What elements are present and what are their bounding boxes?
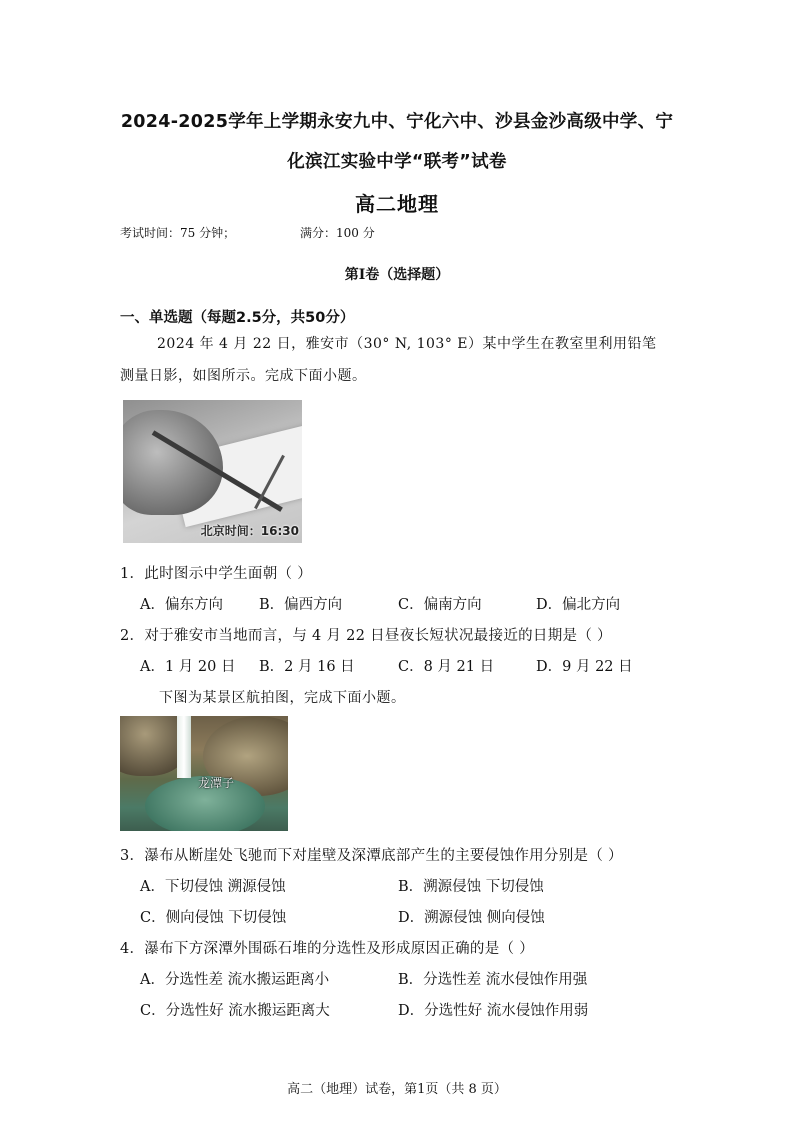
waterfall: [177, 716, 191, 778]
full-score: 满分：100 分: [300, 226, 375, 240]
question-3-option-c: C．侧向侵蚀 下切侵蚀: [140, 910, 287, 926]
question-2-option-c: C．8 月 21 日: [398, 659, 495, 675]
pencil-shadow-photo: [123, 400, 302, 543]
intro1-line1: 2024 年 4 月 22 日，雅安市（30° N, 103° E）某中学生在教室里利用铅笔: [157, 336, 657, 352]
section-heading: 一、单选题（每题2.5分，共50分）: [120, 310, 355, 326]
question-3-option-a: A．下切侵蚀 溯源侵蚀: [140, 879, 286, 895]
waterfall-aerial-photo: [120, 716, 288, 831]
photo-place-label: 龙潭子: [198, 776, 235, 790]
photo-time-caption: 北京时间：16:30: [200, 524, 299, 538]
question-3-option-b: B．溯源侵蚀 下切侵蚀: [398, 879, 544, 895]
subject-title: 高二地理: [355, 192, 439, 216]
question-3-option-d: D．溯源侵蚀 侧向侵蚀: [398, 910, 545, 926]
volume-heading: 第Ⅰ卷（选择题）: [344, 267, 450, 283]
question-4-stem: 4．瀑布下方深潭外围砾石堆的分选性及形成原因正确的是（ ）: [120, 941, 535, 957]
question-1-stem: 1．此时图示中学生面朝（ ）: [120, 566, 313, 582]
question-4-option-c: C．分选性好 流水搬运距离大: [140, 1003, 330, 1019]
question-4-option-b: B．分选性差 流水侵蚀作用强: [398, 972, 588, 988]
question-4-option-a: A．分选性差 流水搬运距离小: [140, 972, 330, 988]
intro2-line1: 下图为某景区航拍图，完成下面小题。: [159, 690, 406, 706]
question-2-option-a: A．1 月 20 日: [140, 659, 236, 675]
question-1-option-d: D．偏北方向: [536, 597, 621, 613]
question-2-option-d: D．9 月 22 日: [536, 659, 633, 675]
question-4-option-d: D．分选性好 流水侵蚀作用弱: [398, 1003, 589, 1019]
question-2-option-b: B．2 月 16 日: [259, 659, 355, 675]
exam-title-line2: 化滨江实验中学“联考”试卷: [287, 152, 507, 172]
exam-title-line1: 2024-2025学年上学期永安九中、宁化六中、沙县金沙高级中学、宁: [120, 112, 674, 132]
exam-time: 考试时间：75 分钟；: [120, 226, 236, 240]
question-1-option-b: B．偏西方向: [259, 597, 343, 613]
question-3-stem: 3．瀑布从断崖处飞驰而下对崖壁及深潭底部产生的主要侵蚀作用分别是（ ）: [120, 848, 623, 864]
question-1-option-a: A．偏东方向: [140, 597, 223, 613]
question-1-option-c: C．偏南方向: [398, 597, 482, 613]
intro1-line2: 测量日影，如图所示。完成下面小题。: [120, 368, 367, 384]
question-2-stem: 2．对于雅安市当地而言，与 4 月 22 日昼夜长短状况最接近的日期是（ ）: [120, 628, 612, 644]
page-footer: 高二（地理）试卷，第1页（共 8 页）: [287, 1082, 507, 1097]
